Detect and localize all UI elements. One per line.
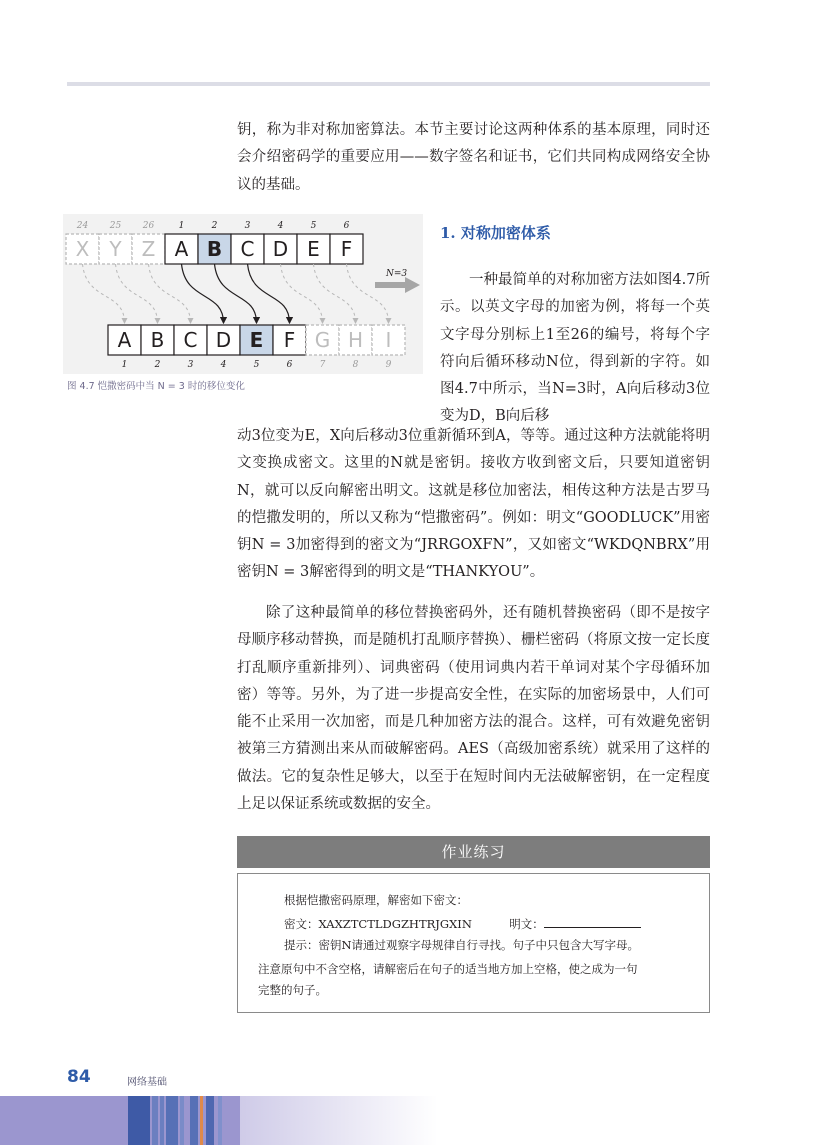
- bottom-letter: G: [314, 328, 331, 352]
- top-number: 3: [244, 221, 251, 231]
- top-letter: D: [272, 237, 289, 261]
- top-number: 26: [142, 221, 155, 231]
- top-number: 24: [76, 221, 89, 231]
- bottom-number: 8: [352, 360, 359, 370]
- caesar-cipher-figure: [63, 214, 423, 374]
- bottom-number: 1: [121, 360, 128, 370]
- bottom-letter: D: [215, 328, 232, 352]
- top-number: 2: [211, 221, 218, 231]
- top-letter: Y: [109, 237, 122, 261]
- bottom-number: 3: [187, 360, 194, 370]
- exercise-note-line1: 注意原句中不含空格，请解密后在句子的适当地方加上空格，使之成为一句: [258, 962, 638, 976]
- header-rule: [67, 82, 710, 86]
- top-letter: B: [206, 237, 223, 261]
- bottom-number: 6: [286, 360, 293, 370]
- bottom-number: 5: [253, 360, 260, 370]
- exercise-hint: 提示：密钥N请通过观察字母规律自行寻找。句子中只包含大写字母。: [284, 938, 640, 952]
- paragraph-other-ciphers: 除了这种最简单的移位替换密码外，还有随机替换密码（即不是按字母顺序移动替换，而是随机打乱顺序替换）、栅栏密码（将原文按一定长度打乱顺序重新排列）、词典密码（使用词典内若干单词对某个字母循环加密）等等。另外，为了进一步提高安全性，在实际的加密场景中，人们可能不止采用一次加密，而是几种加密方法的混合。这样，可有效避免密钥被第三方猜测出来从而破解密码。AES（高级加密系统）就采用了这样的做法。它的复杂性足够大，以至于在短时间内无法破解密钥，在一定程度上足以保证系统或数据的安全。: [237, 605, 710, 813]
- shift-label: N=3: [386, 269, 408, 279]
- page-number: 84: [67, 1067, 91, 1087]
- top-number: 5: [310, 221, 317, 231]
- top-number: 1: [178, 221, 185, 231]
- bottom-letter: E: [249, 328, 264, 352]
- book-title: 网络基础: [127, 1077, 167, 1088]
- bottom-letter: B: [150, 328, 165, 352]
- top-letter: C: [240, 237, 255, 261]
- exercise-cipher-row: [284, 915, 641, 932]
- cipher-text: 密文：XAXZTCTLDGZHTRJGXIN: [284, 917, 472, 931]
- caesar-cipher-diagram: [63, 214, 423, 374]
- bottom-letter: C: [183, 328, 198, 352]
- plaintext-label: 明文：: [509, 917, 544, 931]
- exercise-box: [237, 873, 710, 1013]
- bottom-letter: F: [283, 328, 296, 352]
- plaintext-answer-blank[interactable]: [544, 915, 641, 928]
- top-letter: E: [307, 237, 320, 261]
- bottom-number: 9: [385, 360, 392, 370]
- top-number: 6: [343, 221, 350, 231]
- paragraph-continuation: 动3位变为E，X向后移动3位重新循环到A，等等。通过这种方法就能将明文变换成密文。这里的N就是密钥。接收方收到密文后，只要知道密钥N，就可以反向解密出明文。这就是移位加密法，相传这种方法是古罗马的恺撒发明的，所以又称为“恺撒密码”。例如：明文“GOODLUCK”用密钥N = 3加密得到的密文为“JRRGOXFN”，又如密文“WKDQNBRX”用密钥N = 3解密得到的明文是“THANKYOU”。: [237, 428, 710, 581]
- figure-caption: 图 4.7 恺撒密码中当 N = 3 时的移位变化: [67, 381, 245, 392]
- bottom-number: 2: [154, 360, 161, 370]
- top-letter: A: [174, 237, 189, 261]
- bottom-number: 7: [319, 360, 326, 370]
- exercise-title-bar: 作业练习: [237, 836, 710, 868]
- top-letter: Z: [141, 237, 156, 261]
- top-letter: X: [75, 237, 90, 261]
- exercise-note-line2: 完整的句子。: [258, 983, 327, 997]
- paragraph-intro: 钥，称为非对称加密算法。本节主要讨论这两种体系的基本原理，同时还会介绍密码学的重要应用——数字签名和证书，它们共同构成网络安全协议的基础。: [237, 122, 710, 193]
- bottom-letter: A: [117, 328, 132, 352]
- top-number: 4: [277, 221, 284, 231]
- footer-decorative-band: [0, 1096, 816, 1145]
- bottom-letter: I: [385, 328, 392, 352]
- exercise-instruction: 根据恺撒密码原理，解密如下密文：: [284, 893, 468, 907]
- bottom-number: 4: [220, 360, 227, 370]
- paragraph-right-column: 一种最简单的对称加密方法如图4.7所示。以英文字母的加密为例，将每一个英文字母分别标上1至26的编号，将每个字符向后循环移动N位，得到新的字符。如图4.7中所示，当N=3时，A向后移动3位变为D，B向后移: [440, 272, 710, 425]
- section-heading: 1. 对称加密体系: [440, 224, 551, 242]
- bottom-letter: H: [347, 328, 364, 352]
- top-letter: F: [340, 237, 353, 261]
- top-number: 25: [109, 221, 122, 231]
